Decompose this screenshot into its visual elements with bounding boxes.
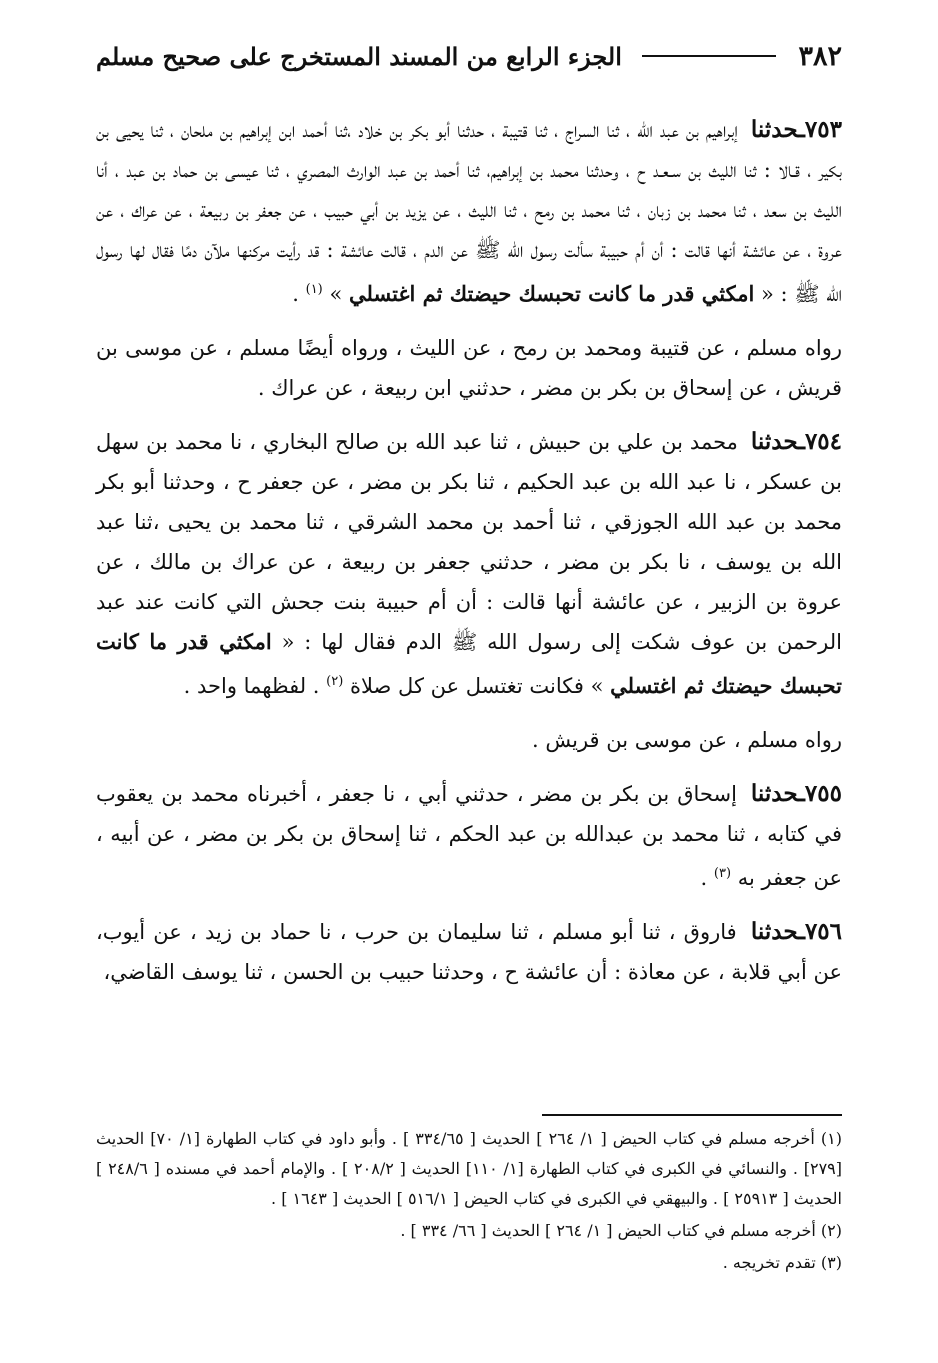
hadith-end: . — [292, 282, 299, 306]
main-text — [96, 110, 842, 1006]
riwaya-754: رواه مسلم ، عن موسى بن قريش . — [532, 728, 842, 752]
hadith-number: ٧٥٤ـ — [798, 428, 842, 455]
hadith-text: إبراهيم بن عبد الله ، ثنا السراج ، ثنا قتيبة ، حدثنا أبو بكر بن خلاد ،ثنا أحمد ابن إبراهيم بن ملحان ، ثنا يحيى بن بكير ، قـالا : ثنا الليث بن سـعـد ح ، وحدثنا محمد بن إبراهيم، ثنا أحمد بن عبد الوارث المصري ، ثنا عيسى بن حماد بن عبد ، أنا الليث بن سعد ، ثنا محمد بن زبان ، ثنا محمد بن رمح ، ثنا الليث ، عن يزيد بن أبي حبيب ، عن جعفر بن ربيعة ، عن عراك ، عن عروة ، عن عائشة أنها قالت : أن أم حبيبة سألت رسول الله ﷺ عن الدم ، قالت عائشة : قد رأيت مركنها ملآن دمًا فقال لها رسول الله ﷺ : « — [96, 118, 842, 306]
page-header — [96, 36, 842, 76]
hadith-number: ٧٥٦ـ — [798, 918, 842, 945]
hadith-number: ٧٥٥ـ — [798, 780, 842, 807]
hadith-end: . لفظهما واحد . — [183, 674, 320, 698]
hadith-keyword: حدثنا — [750, 116, 799, 143]
hadith-755 — [96, 774, 842, 898]
footnote-ref: (٢) — [326, 674, 344, 689]
footnote-ref: (٣) — [713, 866, 732, 881]
hadith-text-close: » فكانت تغتسل عن كل صلاة — [350, 674, 604, 698]
page-number: ٣٨٢ — [798, 40, 842, 72]
hadith-number: ٧٥٣ـ — [798, 116, 842, 143]
hadith-text: محمد بن علي بن حبيش ، ثنا عبد الله بن صالح البخاري ، نا محمد بن سهل بن عسكر ، نا عبد الله بن عبد الحكيم ، ثنا بكر بن مضر ، عن جعفر ح ، وحدثنا أبو بكر محمد بن عبد الله الجوزقي ، ثنا أحمد بن محمد الشرقي ، ثنا محمد بن يحيى ،ثنا عبد الله بن يوسف ، نا بكر بن مضر ، حدثني جعفر بن ربيعة ، عن عراك بن مالك ، عن عروة بن الزبير ، عن عائشة أنها قالت : أن أم حبيبة بنت جحش التي كانت عند عبد الرحمن بن عوف شكت إلى رسول الله ﷺ الدم فقال لها : « — [96, 430, 842, 654]
hadith-754 — [96, 422, 842, 706]
hadith-matn: امكثي قدر ما كانت تحبسك حيضتك ثم اغتسلي — [348, 281, 755, 306]
hadith-keyword: حدثنا — [750, 780, 799, 807]
hadith-753 — [96, 110, 842, 314]
header-rule — [642, 55, 777, 57]
riwaya-753: رواه مسلم ، عن قتيبة ومحمد بن رمح ، عن الليث ، ورواه أيضًا مسلم ، عن موسى بن قريش ، عن إسحاق بن بكر بن مضر ، حدثني ابن ربيعة ، عن عراك . — [96, 336, 842, 400]
hadith-text: إسحاق بن بكر بن مضر ، حدثني أبي ، نا جعفر ، أخبرناه محمد بن يعقوب في كتابه ، ثنا محمد بن عبدالله بن عبد الحكم ، ثنا إسحاق بن بكر بن مضر ، عن أبيه ، عن جعفر به — [96, 782, 842, 890]
hadith-matn: امكثي قدر ما كانت تحبسك حيضتك ثم اغتسلي — [96, 629, 842, 698]
hadith-text-close: » — [329, 282, 343, 306]
hadith-keyword: حدثنا — [750, 918, 799, 945]
footnote-2: (٢) أخرجه مسلم في كتاب الحيض [ ١/ ٢٦٤ ] الحديث [ ٦٦/ ٣٣٤ ] . — [400, 1221, 842, 1240]
hadith-keyword: حدثنا — [750, 428, 799, 455]
hadith-text: فاروق ، ثنا أبو مسلم ، ثنا سليمان بن حرب ، نا حماد بن زيد ، عن أيوب، عن أبي قلابة ، عن معاذة : أن عائشة ح ، وحدثنا حبيب بن الحسن ، ثنا يوسف القاضي، — [96, 920, 842, 984]
hadith-756 — [96, 912, 842, 992]
running-title: الجزء الرابع من المسند المستخرج على صحيح مسلم — [96, 41, 622, 71]
hadith-end: . — [700, 866, 708, 890]
footnote-ref: (١) — [305, 282, 323, 297]
footnote-separator — [542, 1114, 842, 1116]
footnote-1: (١) أخرجه مسلم في كتاب الحيض [ ١/ ٢٦٤ ] الحديث [ ٣٣٤/٦٥ ] . وأبو داود في كتاب الطهارة [١/ ٧٠] الحديث [٢٧٩] . والنسائي في الكبرى في كتاب الطهارة [١/ ١١٠] الحديث [ ٢٠٨/٢ ] . والإمام أحمد في مسنده [ ٢٤٨/٦ ] الحديث [ ٢٥٩١٣ ] . والبيهقي في الكبرى في كتاب الحيض [ ٥١٦/١ ] الحديث [ ١٦٤٣ ] . — [96, 1129, 843, 1208]
footnote-3: (٣) تقدم تخريجه . — [722, 1253, 842, 1272]
footnotes — [96, 1124, 842, 1280]
